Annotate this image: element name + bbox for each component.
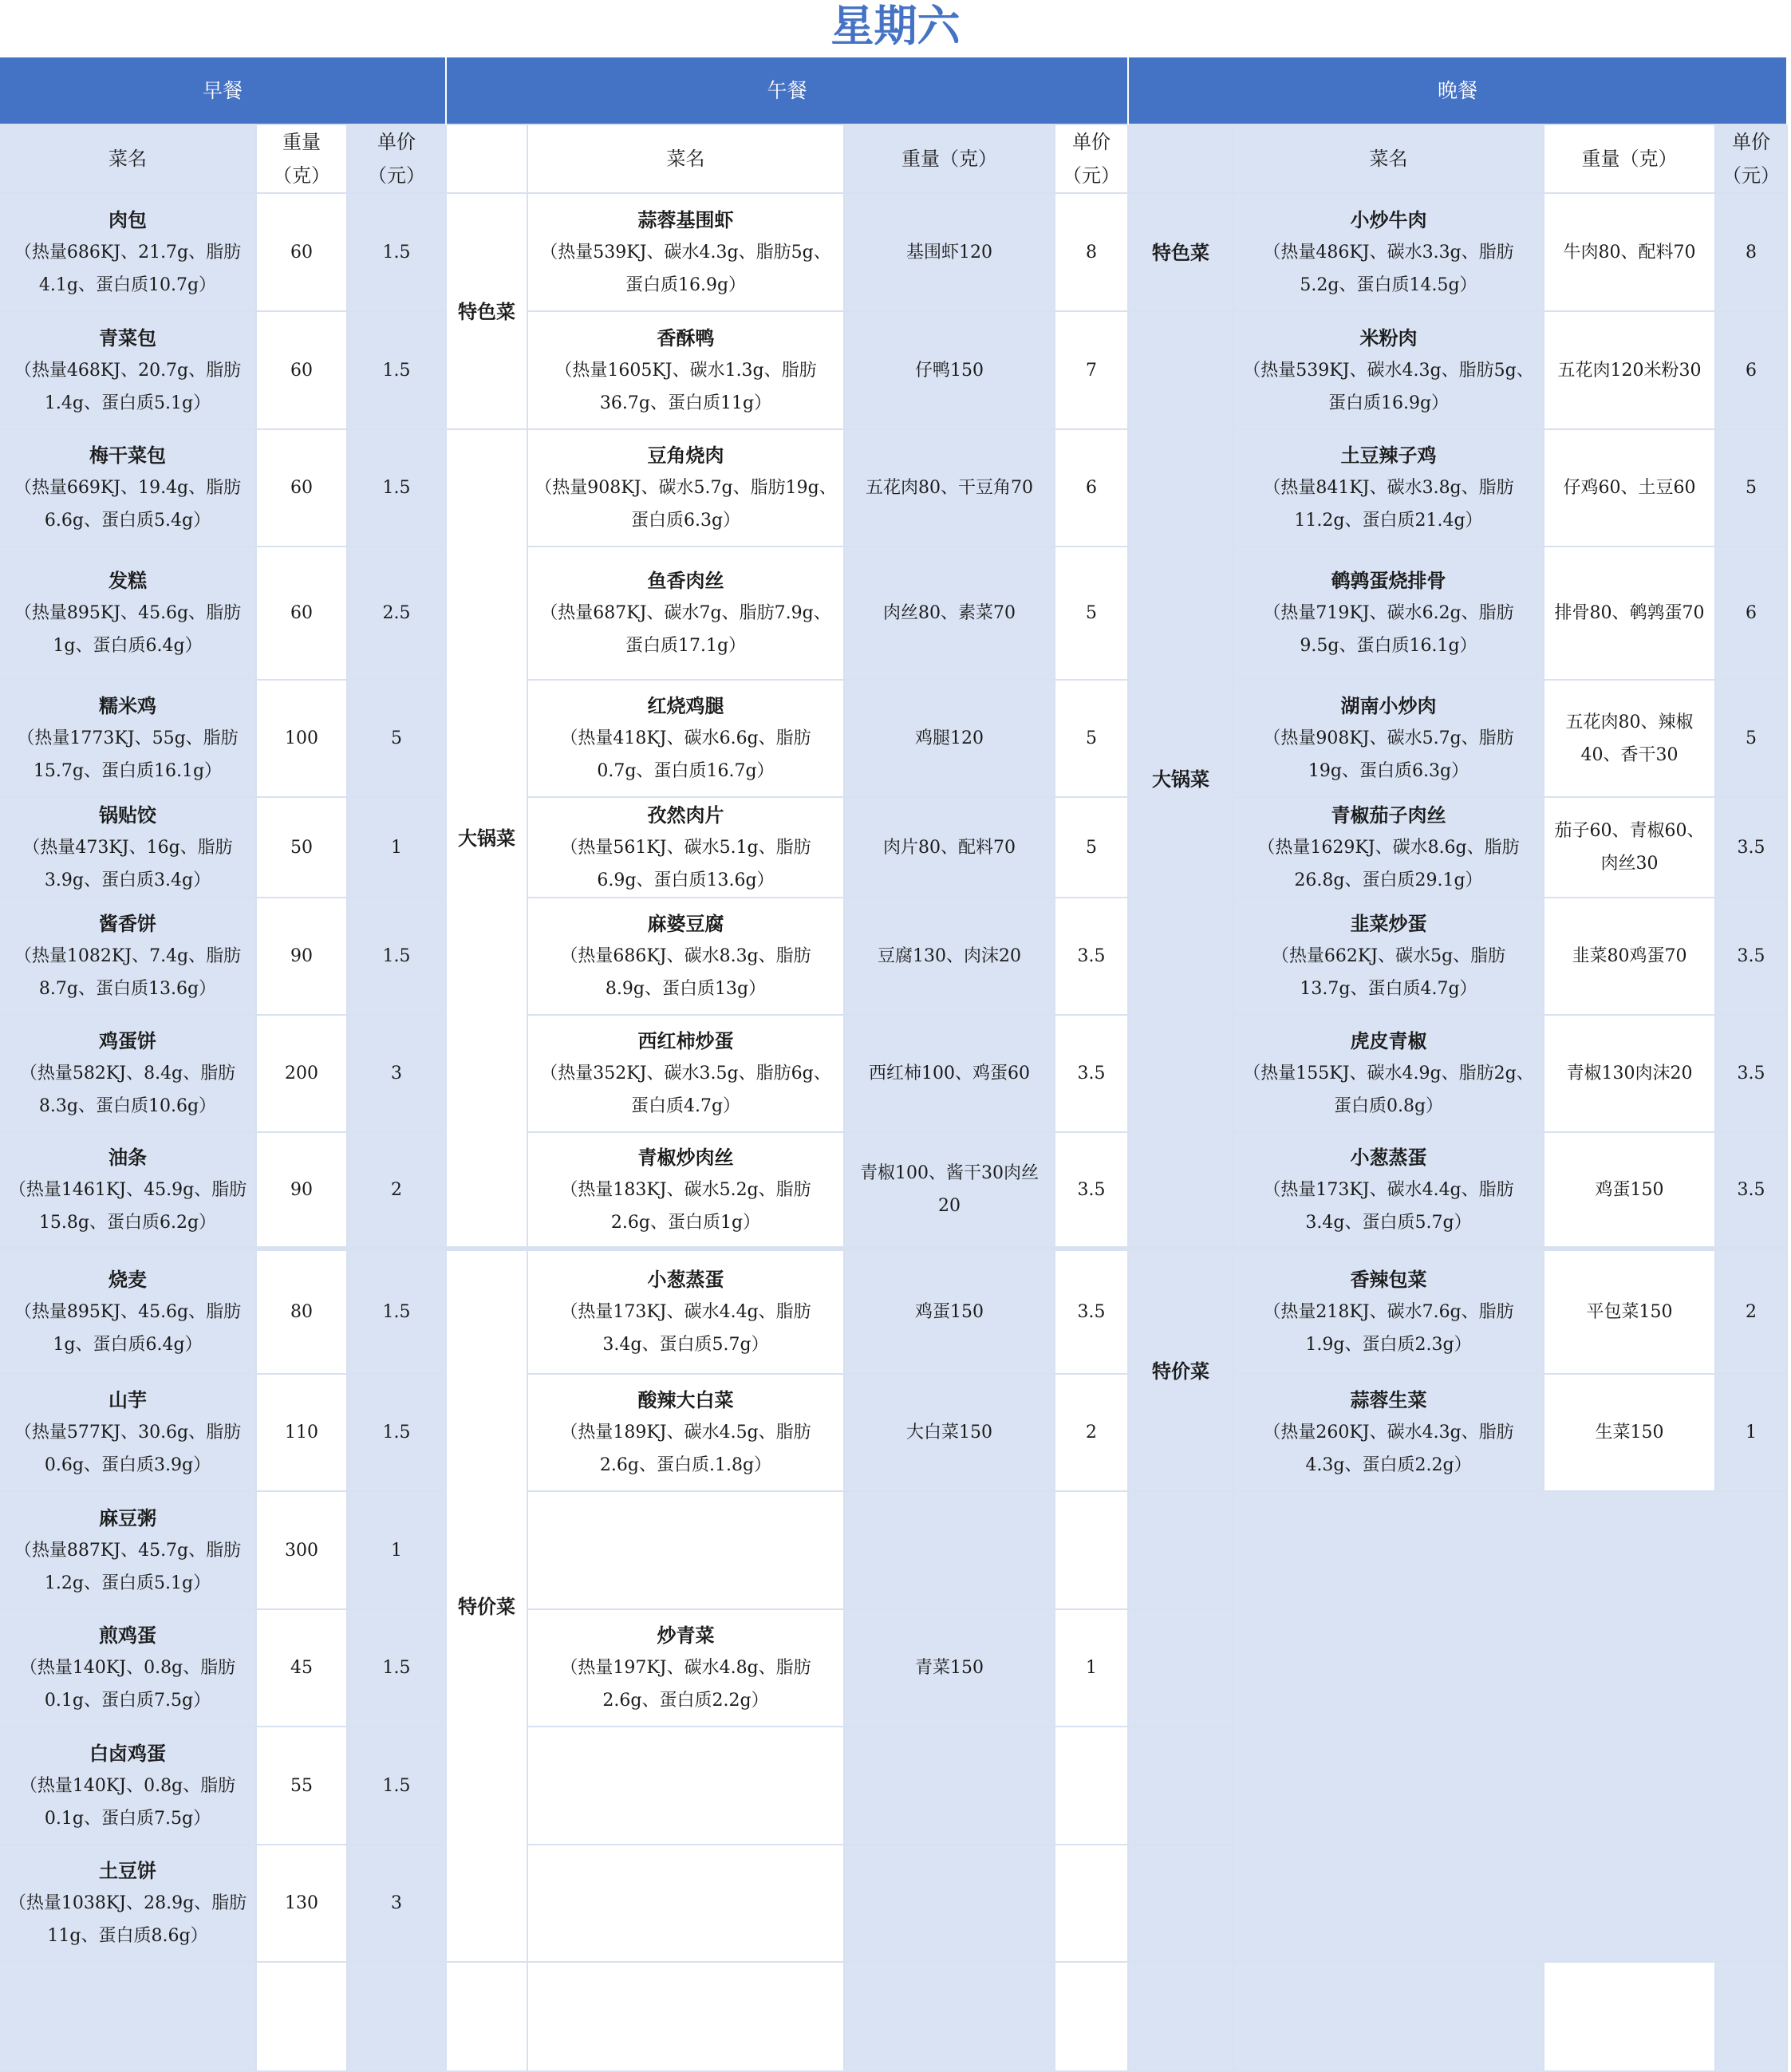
dish-nutrition: （热量352KJ、碳水3.5g、脂肪6g、蛋白质4.7g） xyxy=(540,1064,831,1116)
breakfast-dish xyxy=(0,1492,257,1610)
breakfast-dish xyxy=(0,430,257,547)
col-header-price xyxy=(1055,125,1129,194)
empty-cell xyxy=(447,1963,528,2072)
breakfast-dish xyxy=(0,312,257,430)
dish-weight: 韭菜80鸡蛋70 xyxy=(1544,898,1716,1016)
dish-nutrition: （热量687KJ、碳水7g、脂肪7.9g、蛋白质17.1g） xyxy=(540,603,831,656)
empty-cell xyxy=(1055,1727,1129,1845)
dish-nutrition: （热量561KJ、碳水5.1g、脂肪6.9g、蛋白质13.6g） xyxy=(560,837,811,890)
lunch-dish xyxy=(528,1016,845,1133)
dish-nutrition: （热量183KJ、碳水5.2g、脂肪2.6g、蛋白质1g） xyxy=(560,1179,811,1233)
dish-nutrition: （热量260KJ、碳水4.3g、脂肪4.3g、蛋白质2.2g） xyxy=(1263,1423,1514,1475)
col-header-weight: 重量（克） xyxy=(845,125,1055,194)
dish-weight: 110 xyxy=(257,1375,348,1492)
dish-name: 锅贴饺 xyxy=(99,803,156,827)
dish-name: 烧麦 xyxy=(108,1268,147,1291)
dish-price: 1 xyxy=(348,798,447,898)
header-line: （克） xyxy=(273,164,330,187)
dish-nutrition: （热量887KJ、45.7g、脂肪1.2g、蛋白质5.1g） xyxy=(14,1540,242,1593)
dish-name: 红烧鸡腿 xyxy=(647,694,724,717)
col-header-name: 菜名 xyxy=(1234,125,1544,194)
dish-weight: 牛肉80、配料70 xyxy=(1544,194,1716,312)
dish-nutrition: （热量155KJ、碳水4.9g、脂肪2g、蛋白质0.8g） xyxy=(1243,1064,1534,1116)
dish-name: 白卤鸡蛋 xyxy=(89,1741,166,1765)
empty-cell xyxy=(1544,1963,1716,2072)
dish-nutrition: （热量1605KJ、碳水1.3g、脂肪36.7g、蛋白质11g） xyxy=(554,360,817,413)
col-header-category xyxy=(1129,125,1234,194)
dish-price: 5 xyxy=(1055,681,1129,798)
lunch-dish xyxy=(528,547,845,681)
dish-weight: 青椒100、酱干30肉丝20 xyxy=(845,1133,1055,1251)
dish-weight: 55 xyxy=(257,1727,348,1845)
dish-nutrition: （热量577KJ、30.6g、脂肪0.6g、蛋白质3.9g） xyxy=(14,1423,242,1475)
dish-name: 煎鸡蛋 xyxy=(99,1624,156,1647)
dish-price: 3.5 xyxy=(1055,1251,1129,1375)
header-line: （元） xyxy=(368,164,425,187)
lunch-dish xyxy=(528,1610,845,1727)
dish-price: 5 xyxy=(1716,430,1788,547)
breakfast-dish xyxy=(0,798,257,898)
dish-nutrition: （热量669KJ、19.4g、脂肪6.6g、蛋白质5.4g） xyxy=(14,478,242,531)
dish-name: 鱼香肉丝 xyxy=(647,569,724,592)
header-line: （元） xyxy=(1063,164,1120,187)
empty-cell xyxy=(845,1492,1055,1610)
dish-price: 1 xyxy=(1716,1375,1788,1492)
dish-name: 韭菜炒蛋 xyxy=(1350,912,1427,935)
col-header-name: 菜名 xyxy=(528,125,845,194)
dish-nutrition: （热量908KJ、碳水5.7g、脂肪19g、蛋白质6.3g） xyxy=(535,478,837,531)
dish-nutrition: （热量486KJ、碳水3.3g、脂肪5.2g、蛋白质14.5g） xyxy=(1263,242,1514,295)
breakfast-dish xyxy=(0,681,257,798)
dish-price: 3.5 xyxy=(1716,1133,1788,1251)
empty-cell xyxy=(1129,1610,1234,1727)
dish-name: 小炒牛肉 xyxy=(1350,207,1427,231)
dish-price: 3.5 xyxy=(1055,1133,1129,1251)
dish-nutrition: （热量539KJ、碳水4.3g、脂肪5g、蛋白质16.9g） xyxy=(540,242,831,295)
empty-cell xyxy=(845,1845,1055,1963)
dish-name: 湖南小炒肉 xyxy=(1340,694,1437,717)
dish-nutrition: （热量218KJ、碳水7.6g、脂肪1.9g、蛋白质2.3g） xyxy=(1263,1302,1514,1355)
dish-nutrition: （热量140KJ、0.8g、脂肪0.1g、蛋白质7.5g） xyxy=(19,1658,236,1711)
dish-price: 2 xyxy=(348,1133,447,1251)
dish-name: 蒜蓉基围虾 xyxy=(637,207,734,231)
dish-price: 3.5 xyxy=(1716,798,1788,898)
dish-price: 5 xyxy=(348,681,447,798)
lunch-dish xyxy=(528,194,845,312)
dinner-dish xyxy=(1234,1016,1544,1133)
header-line: 单价 xyxy=(1732,131,1770,153)
dish-weight: 50 xyxy=(257,798,348,898)
dish-price: 1.5 xyxy=(348,1727,447,1845)
dish-nutrition: （热量908KJ、碳水5.7g、脂肪19g、蛋白质6.3g） xyxy=(1263,728,1514,781)
dish-price: 8 xyxy=(1055,194,1129,312)
menu-table xyxy=(0,57,1791,1950)
dish-price: 6 xyxy=(1055,430,1129,547)
dish-weight: 60 xyxy=(257,430,348,547)
dish-weight: 60 xyxy=(257,194,348,312)
empty-cell xyxy=(0,1963,257,2072)
dish-weight: 青椒130肉沫20 xyxy=(1544,1016,1716,1133)
dish-weight: 仔鸭150 xyxy=(845,312,1055,430)
dish-price: 3.5 xyxy=(1055,1016,1129,1133)
dish-price: 1 xyxy=(348,1492,447,1610)
dish-weight: 五花肉120米粉30 xyxy=(1544,312,1716,430)
lunch-dish xyxy=(528,430,845,547)
dish-weight: 豆腐130、肉沫20 xyxy=(845,898,1055,1016)
breakfast-dish xyxy=(0,898,257,1016)
dinner-dish xyxy=(1234,312,1544,430)
dish-weight: 60 xyxy=(257,312,348,430)
empty-cell xyxy=(1716,1963,1788,2072)
dish-weight: 90 xyxy=(257,1133,348,1251)
dish-price: 8 xyxy=(1716,194,1788,312)
dish-price: 2.5 xyxy=(348,547,447,681)
dish-weight: 鸡腿120 xyxy=(845,681,1055,798)
dish-price: 5 xyxy=(1716,681,1788,798)
category-big-pot: 大锅菜 xyxy=(447,430,528,1251)
breakfast-dish xyxy=(0,1133,257,1251)
dish-nutrition: （热量473KJ、16g、脂肪3.9g、蛋白质3.4g） xyxy=(22,837,233,890)
dinner-dish xyxy=(1234,1251,1544,1375)
dish-weight: 60 xyxy=(257,547,348,681)
dish-nutrition: （热量1082KJ、7.4g、脂肪8.7g、蛋白质13.6g） xyxy=(14,946,242,999)
dish-weight: 茄子60、青椒60、肉丝30 xyxy=(1544,798,1716,898)
dish-name: 麻婆豆腐 xyxy=(647,912,724,935)
dish-price: 6 xyxy=(1716,312,1788,430)
dish-name: 土豆饼 xyxy=(99,1859,156,1882)
empty-cell xyxy=(1234,1492,1788,1963)
empty-cell xyxy=(1129,1963,1234,2072)
dinner-dish xyxy=(1234,1133,1544,1251)
dish-price: 2 xyxy=(1716,1251,1788,1375)
lunch-dish xyxy=(528,312,845,430)
dish-name: 麻豆粥 xyxy=(99,1506,156,1529)
dish-name: 梅干菜包 xyxy=(89,444,166,467)
dinner-dish xyxy=(1234,798,1544,898)
dish-nutrition: （热量539KJ、碳水4.3g、脂肪5g、蛋白质16.9g） xyxy=(1243,360,1534,413)
dish-price: 1.5 xyxy=(348,430,447,547)
dish-weight: 80 xyxy=(257,1251,348,1375)
dish-name: 山芋 xyxy=(108,1388,147,1411)
dish-nutrition: （热量841KJ、碳水3.8g、脂肪11.2g、蛋白质21.4g） xyxy=(1263,478,1514,531)
dinner-dish xyxy=(1234,898,1544,1016)
dish-price: 3.5 xyxy=(1716,1016,1788,1133)
lunch-dish xyxy=(528,1375,845,1492)
empty-cell xyxy=(845,1963,1055,2072)
dish-name: 米粉肉 xyxy=(1359,326,1418,349)
dish-weight: 西红柿100、鸡蛋60 xyxy=(845,1016,1055,1133)
col-header-weight xyxy=(257,125,348,194)
empty-cell xyxy=(348,1963,447,2072)
lunch-dish xyxy=(528,798,845,898)
col-header-weight: 重量（克） xyxy=(1544,125,1716,194)
category-bargain: 特价菜 xyxy=(1129,1251,1234,1492)
dish-weight: 仔鸡60、土豆60 xyxy=(1544,430,1716,547)
page-title: 星期六 xyxy=(830,1,961,51)
dinner-dish xyxy=(1234,1375,1544,1492)
dish-nutrition: （热量189KJ、碳水4.5g、脂肪2.6g、蛋白质.1.8g） xyxy=(560,1423,811,1475)
col-header-price xyxy=(1716,125,1788,194)
dish-nutrition: （热量686KJ、碳水8.3g、脂肪8.9g、蛋白质13g） xyxy=(560,946,811,999)
dinner-dish xyxy=(1234,430,1544,547)
empty-cell xyxy=(528,1727,845,1845)
dish-name: 蒜蓉生菜 xyxy=(1350,1388,1427,1411)
dish-weight: 大白菜150 xyxy=(845,1375,1055,1492)
dish-name: 青椒茄子肉丝 xyxy=(1331,803,1446,827)
dish-name: 炒青菜 xyxy=(657,1624,715,1647)
dinner-dish xyxy=(1234,194,1544,312)
meal-dinner-header: 晚餐 xyxy=(1129,57,1788,125)
dish-nutrition: （热量895KJ、45.6g、脂肪1g、蛋白质6.4g） xyxy=(14,1302,242,1355)
dish-price: 6 xyxy=(1716,547,1788,681)
dish-name: 小葱蒸蛋 xyxy=(1350,1145,1427,1169)
lunch-dish xyxy=(528,1133,845,1251)
dish-nutrition: （热量895KJ、45.6g、脂肪1g、蛋白质6.4g） xyxy=(14,603,242,656)
dish-weight: 45 xyxy=(257,1610,348,1727)
dish-price: 1.5 xyxy=(348,1375,447,1492)
dish-nutrition: （热量140KJ、0.8g、脂肪0.1g、蛋白质7.5g） xyxy=(19,1775,236,1829)
dish-price: 7 xyxy=(1055,312,1129,430)
dish-name: 糯米鸡 xyxy=(99,694,156,717)
dish-nutrition: （热量1773KJ、55g、脂肪15.7g、蛋白质16.1g） xyxy=(17,728,239,781)
dish-price: 3.5 xyxy=(1055,898,1129,1016)
dish-weight: 鸡蛋150 xyxy=(845,1251,1055,1375)
dish-price: 1.5 xyxy=(348,312,447,430)
dish-name: 豆角烧肉 xyxy=(647,444,724,467)
lunch-dish xyxy=(528,1251,845,1375)
dish-price: 5 xyxy=(1055,547,1129,681)
dish-name: 肉包 xyxy=(108,207,147,231)
header-line: 重量 xyxy=(282,131,321,153)
dish-name: 小葱蒸蛋 xyxy=(647,1268,724,1291)
dish-nutrition: （热量1038KJ、28.9g、脂肪11g、蛋白质8.6g） xyxy=(8,1893,247,1946)
dish-weight: 130 xyxy=(257,1845,348,1963)
dish-name: 酱香饼 xyxy=(99,912,156,935)
breakfast-dish xyxy=(0,194,257,312)
dish-name: 孜然肉片 xyxy=(647,803,724,827)
dish-nutrition: （热量173KJ、碳水4.4g、脂肪3.4g、蛋白质5.7g） xyxy=(560,1302,811,1355)
dish-weight: 五花肉80、干豆角70 xyxy=(845,430,1055,547)
dish-price: 1.5 xyxy=(348,1610,447,1727)
dish-price: 1.5 xyxy=(348,194,447,312)
dish-weight: 90 xyxy=(257,898,348,1016)
dish-nutrition: （热量1629KJ、碳水8.6g、脂肪26.8g、蛋白质29.1g） xyxy=(1257,837,1520,890)
empty-cell xyxy=(257,1963,348,2072)
empty-cell xyxy=(1055,1492,1129,1610)
breakfast-dish xyxy=(0,1727,257,1845)
dish-weight: 肉片80、配料70 xyxy=(845,798,1055,898)
category-special: 特色菜 xyxy=(1129,194,1234,312)
dish-weight: 基围虾120 xyxy=(845,194,1055,312)
empty-cell xyxy=(1055,1963,1129,2072)
dish-nutrition: （热量418KJ、碳水6.6g、脂肪0.7g、蛋白质16.7g） xyxy=(560,728,811,781)
dish-weight: 排骨80、鹌鹑蛋70 xyxy=(1544,547,1716,681)
dish-nutrition: （热量719KJ、碳水6.2g、脂肪9.5g、蛋白质16.1g） xyxy=(1263,603,1514,656)
empty-cell xyxy=(528,1963,845,2072)
dish-name: 青椒炒肉丝 xyxy=(637,1145,734,1169)
header-line: 单价 xyxy=(377,131,416,153)
dish-name: 鸡蛋饼 xyxy=(99,1029,156,1052)
empty-cell xyxy=(1055,1845,1129,1963)
col-header-name: 菜名 xyxy=(0,125,257,194)
dish-name: 虎皮青椒 xyxy=(1350,1029,1427,1052)
dish-name: 香辣包菜 xyxy=(1350,1268,1427,1291)
dish-price: 2 xyxy=(1055,1375,1129,1492)
breakfast-dish xyxy=(0,1375,257,1492)
empty-cell xyxy=(1129,1727,1234,1845)
dish-name: 酸辣大白菜 xyxy=(637,1388,734,1411)
dish-weight: 平包菜150 xyxy=(1544,1251,1716,1375)
dish-price: 5 xyxy=(1055,798,1129,898)
dish-price: 1.5 xyxy=(348,1251,447,1375)
breakfast-dish xyxy=(0,1251,257,1375)
dish-name: 油条 xyxy=(108,1145,147,1169)
dish-weight: 青菜150 xyxy=(845,1610,1055,1727)
col-header-price xyxy=(348,125,447,194)
dish-nutrition: （热量662KJ、碳水5g、脂肪13.7g、蛋白质4.7g） xyxy=(1271,946,1506,999)
empty-cell xyxy=(528,1845,845,1963)
dish-price: 3 xyxy=(348,1845,447,1963)
dish-name: 青菜包 xyxy=(99,326,156,349)
dish-name: 西红柿炒蛋 xyxy=(637,1029,734,1052)
breakfast-dish xyxy=(0,1845,257,1963)
dish-weight: 300 xyxy=(257,1492,348,1610)
dish-weight: 生菜150 xyxy=(1544,1375,1716,1492)
breakfast-dish xyxy=(0,1016,257,1133)
empty-cell xyxy=(528,1492,845,1610)
header-line: 单价 xyxy=(1072,131,1110,153)
lunch-dish xyxy=(528,681,845,798)
empty-cell xyxy=(845,1727,1055,1845)
category-big-pot: 大锅菜 xyxy=(1129,312,1234,1251)
breakfast-dish xyxy=(0,547,257,681)
breakfast-dish xyxy=(0,1610,257,1727)
dish-nutrition: （热量468KJ、20.7g、脂肪1.4g、蛋白质5.1g） xyxy=(14,360,242,413)
dish-weight: 200 xyxy=(257,1016,348,1133)
dish-nutrition: （热量197KJ、碳水4.8g、脂肪2.6g、蛋白质2.2g） xyxy=(560,1658,811,1711)
meal-breakfast-header: 早餐 xyxy=(0,57,447,125)
dinner-dish xyxy=(1234,547,1544,681)
dish-nutrition: （热量582KJ、8.4g、脂肪8.3g、蛋白质10.6g） xyxy=(19,1064,236,1116)
dish-name: 土豆辣子鸡 xyxy=(1340,444,1437,467)
category-special: 特色菜 xyxy=(447,194,528,430)
dish-name: 香酥鸭 xyxy=(657,326,715,349)
dish-price: 3.5 xyxy=(1716,898,1788,1016)
dish-price: 1.5 xyxy=(348,898,447,1016)
dish-name: 鹌鹑蛋烧排骨 xyxy=(1331,569,1446,592)
dish-weight: 肉丝80、素菜70 xyxy=(845,547,1055,681)
dish-weight: 五花肉80、辣椒40、香干30 xyxy=(1544,681,1716,798)
empty-cell xyxy=(1234,1963,1544,2072)
header-line: （元） xyxy=(1722,164,1780,187)
category-bargain: 特价菜 xyxy=(447,1251,528,1963)
dish-weight: 100 xyxy=(257,681,348,798)
col-header-category xyxy=(447,125,528,194)
empty-cell xyxy=(1129,1845,1234,1963)
dish-price: 3 xyxy=(348,1016,447,1133)
dish-nutrition: （热量1461KJ、45.9g、脂肪15.8g、蛋白质6.2g） xyxy=(8,1179,247,1233)
dish-price: 1 xyxy=(1055,1610,1129,1727)
dish-nutrition: （热量173KJ、碳水4.4g、脂肪3.4g、蛋白质5.7g） xyxy=(1263,1179,1514,1233)
meal-lunch-header: 午餐 xyxy=(447,57,1129,125)
dish-weight: 鸡蛋150 xyxy=(1544,1133,1716,1251)
dinner-dish xyxy=(1234,681,1544,798)
lunch-dish xyxy=(528,898,845,1016)
dish-name: 发糕 xyxy=(108,569,147,592)
empty-cell xyxy=(1129,1492,1234,1610)
dish-nutrition: （热量686KJ、21.7g、脂肪4.1g、蛋白质10.7g） xyxy=(14,242,242,295)
